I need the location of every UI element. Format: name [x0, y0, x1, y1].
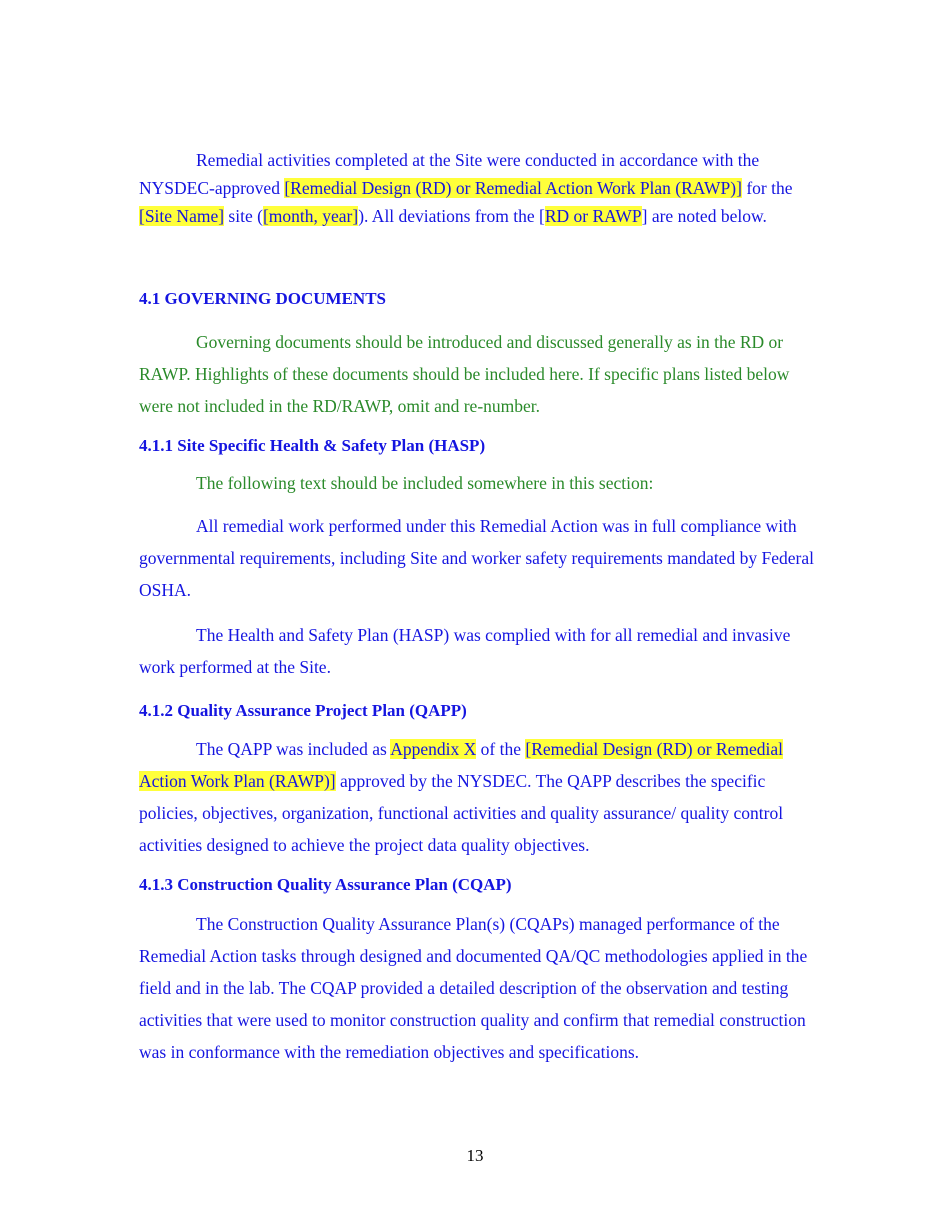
- placeholder-month-year: [month, year]: [262, 206, 359, 226]
- page-number: 13: [466, 1146, 484, 1165]
- qapp-paragraph: [139, 733, 819, 861]
- placeholder-rd-rawp-2: [Remedial Design (RD) or Remedial Action Work Plan (RAWP)]: [139, 739, 783, 791]
- placeholder-rd-or-rawp: RD or RAWP: [544, 206, 642, 226]
- qapp-text-2: of the: [476, 739, 526, 759]
- section-heading-4-1: 4.1 GOVERNING DOCUMENTS: [139, 289, 386, 308]
- hasp-compliance-paragraph: All remedial work performed under this Remedial Action was in full compliance with governmental requirements, including Site and worker safety requirements mandated by Federal OSHA.: [139, 516, 814, 600]
- qapp-text-1: The QAPP was included as: [196, 739, 391, 759]
- governing-docs-guidance: Governing documents should be introduced and discussed generally as in the RD or RAWP. Highlights of these documents should be included here. If specific plans listed below were not included in the RD/RAWP, omit and re-number.: [139, 332, 790, 416]
- placeholder-rd-rawp: [Remedial Design (RD) or Remedial Action Work Plan (RAWP)]: [284, 178, 742, 198]
- cqap-paragraph: The Construction Quality Assurance Plan(s) (CQAPs) managed performance of the Remedial Action tasks through designed and documented QA/QC methodologies applied in the field and in the lab. The CQAP provided a detailed description of the observation and testing activities that were used to monitor construction quality and confirm that remedial construction was in conformance with the remediation objectives and specifications.: [139, 914, 808, 1062]
- intro-text-1: Remedial activities completed at the Site were conducted in accordance with the NYSDEC-approved: [139, 150, 760, 198]
- section-heading-4-1-2: 4.1.2 Quality Assurance Project Plan (QAPP): [139, 701, 467, 720]
- intro-text-4: ). All deviations from the [: [358, 206, 545, 226]
- placeholder-site-name: [Site Name]: [139, 206, 225, 226]
- intro-text-3: site (: [224, 206, 263, 226]
- intro-text-5: ] are noted below.: [641, 206, 767, 226]
- placeholder-appendix: Appendix X: [390, 739, 477, 759]
- hasp-complied-paragraph: The Health and Safety Plan (HASP) was complied with for all remedial and invasive work performed at the Site.: [139, 625, 791, 677]
- section-heading-4-1-1: 4.1.1 Site Specific Health & Safety Plan (HASP): [139, 436, 486, 455]
- qapp-text-3: approved by the NYSDEC. The QAPP describes the specific policies, objectives, organization, functional activities and quality assurance/ quality control activities designed to achieve the project data quality objectives.: [139, 771, 784, 855]
- section-heading-4-1-3: 4.1.3 Construction Quality Assurance Plan (CQAP): [139, 875, 512, 894]
- hasp-guidance: The following text should be included somewhere in this section:: [196, 473, 654, 493]
- intro-paragraph: [139, 146, 819, 230]
- intro-text-2: for the: [741, 178, 793, 198]
